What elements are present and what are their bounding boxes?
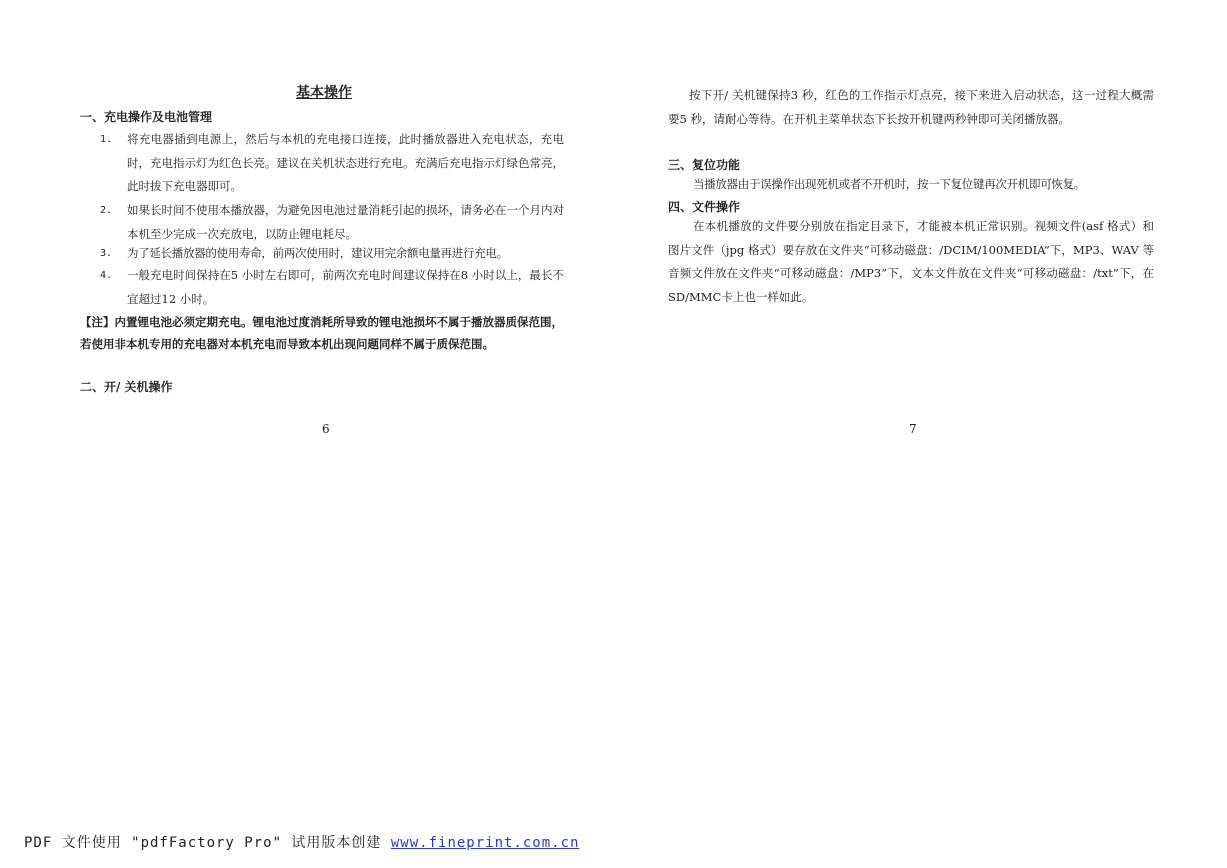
page-title: 基本操作 — [296, 85, 352, 101]
reset-paragraph: 当播放器由于误操作出现死机或者不开机时，按一下复位键再次开机即可恢复。 — [693, 177, 1085, 191]
section-heading-files: 四、文件操作 — [668, 200, 741, 214]
list-item-number: 4. — [100, 270, 113, 281]
footer-text: PDF 文件使用 "pdfFactory Pro" 试用版本创建 — [24, 835, 391, 851]
section-heading-power: 二、开/ 关机操作 — [80, 380, 173, 394]
list-item-number: 3. — [100, 248, 113, 259]
page-number: 6 — [322, 422, 330, 436]
list-item-text: 一般充电时间保持在5 小时左右即可，前两次充电时间建议保持在8 小时以上，最长不宜超过12 小时。 — [127, 268, 564, 306]
files-paragraph: 在本机播放的文件要分别放在指定目录下，才能被本机正常识别。视频文件(asf 格式）和图片文件（jpg 格式）要存放在文件夹“可移动磁盘：/DCIM/100MEDIA”下，MP3、WAV 等音频文件放在文件夹“可移动磁盘：/MP3”下，文本文件放在文件夹“可移动磁盘：/txt”下，在SD/MMC卡上也一样如此。 — [668, 219, 1154, 304]
warning-note: 【注】内置锂电池必须定期充电。锂电池过度消耗所导致的锂电池损坏不属于播放器质保范围，若使用非本机专用的充电器对本机充电而导致本机出现问题同样不属于质保范围。 — [80, 315, 563, 351]
pdf-footer — [24, 832, 579, 852]
list-item-number: 2. — [100, 205, 113, 216]
page-number: 7 — [909, 422, 917, 436]
list-item-text: 将充电器插到电源上，然后与本机的充电接口连接，此时播放器进入充电状态，充电时，充电指示灯为红色长亮。建议在关机状态进行充电。充满后充电指示灯绿色常亮，此时拔下充电器即可。 — [127, 132, 564, 193]
list-item-text: 如果长时间不使用本播放器，为避免因电池过量消耗引起的损坏，请务必在一个月内对本机至少完成一次充放电，以防止锂电耗尽。 — [127, 203, 564, 241]
footer-link[interactable]: www.fineprint.com.cn — [390, 835, 580, 851]
list-item-number: 1. — [100, 134, 113, 145]
section-heading-charging: 一、充电操作及电池管理 — [80, 110, 213, 124]
power-paragraph: 按下开/ 关机键保持3 秒，红色的工作指示灯点亮，接下来进入启动状态，这一过程大概需要5 秒，请耐心等待。在开机主菜单状态下长按开机键两秒钟即可关闭播放器。 — [668, 88, 1154, 126]
section-heading-reset: 三、复位功能 — [668, 158, 741, 172]
list-item-text: 为了延长播放器的使用寿命，前两次使用时，建议用完余额电量再进行充电。 — [127, 246, 508, 260]
